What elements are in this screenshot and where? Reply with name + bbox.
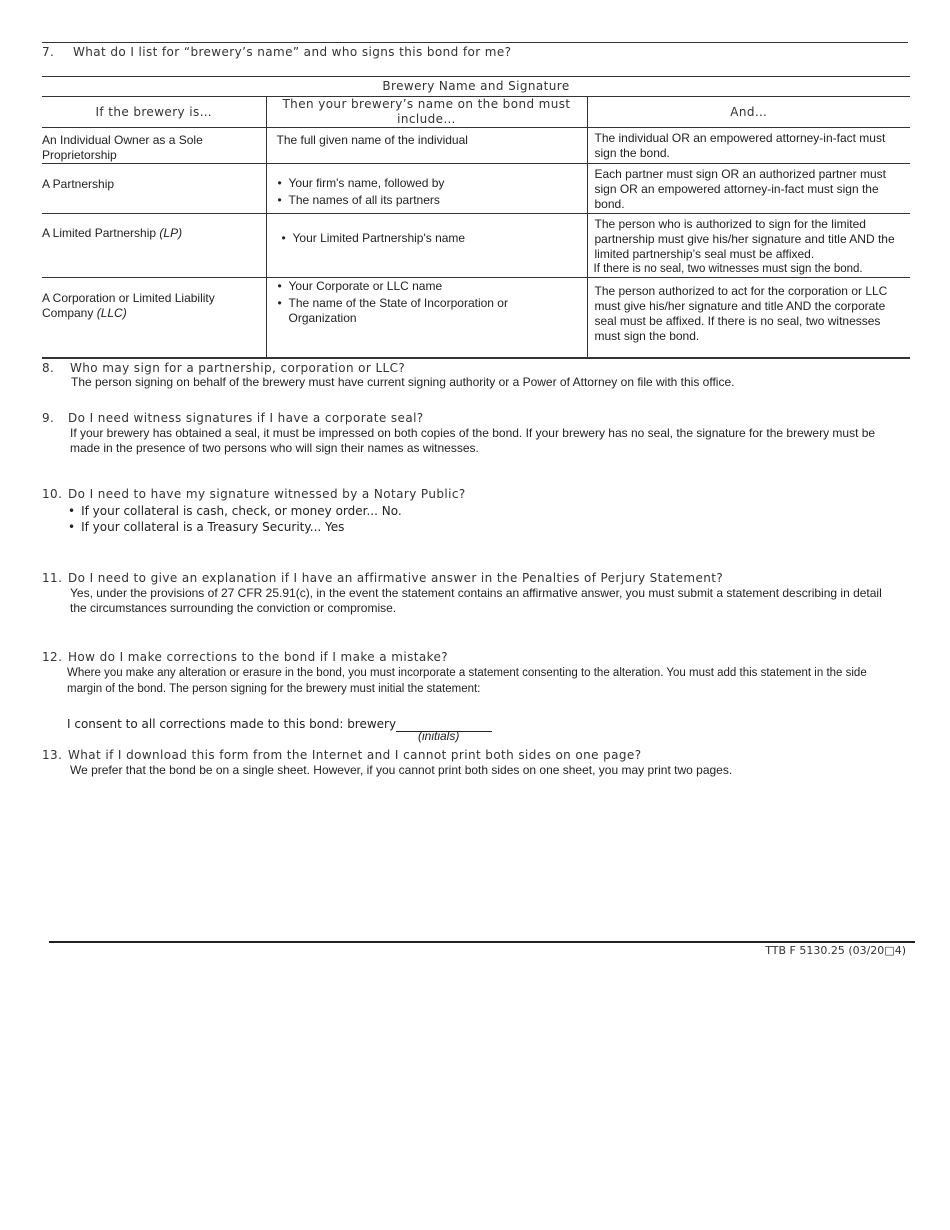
question-text: What do I list for “brewery’s name” and who signs this bond for me? [73, 45, 512, 59]
form-identifier: TTB F 5130.25 (03/20□4) [765, 944, 906, 957]
bond-name-list [277, 176, 577, 208]
column-header: And… [587, 97, 910, 128]
bond-name-list [281, 231, 577, 246]
table-row [42, 128, 910, 164]
question-13: 13. What if I download this form from the Internet and I cannot print both sides on one page? [42, 748, 642, 762]
brewery-type-cell: A Limited Partnership (LP) [42, 214, 266, 278]
bond-name-cell [266, 214, 587, 278]
list-item: • If your collateral is a Treasury Security... Yes [68, 519, 402, 535]
table-row [42, 278, 910, 358]
column-header: If the brewery is… [42, 97, 266, 128]
question-11: 11. Do I need to give an explanation if I have an affirmative answer in the Penalties of Perjury Statement? [42, 571, 724, 585]
column-header: Then your brewery’s name on the bond must include… [266, 97, 587, 128]
table-row [42, 164, 910, 214]
signature-requirement-cell: Each partner must sign OR an authorized partner must sign OR an empowered attorney-in-fact must sign the bond. [587, 164, 910, 214]
list-item: • If your collateral is cash, check, or money order... No. [68, 503, 402, 519]
table-top-rule [42, 76, 910, 77]
question-10: 10. Do I need to have my signature witnessed by a Notary Public? [42, 487, 466, 501]
table-row [42, 214, 910, 278]
bond-name-cell [266, 278, 587, 358]
bond-name-list [277, 279, 577, 326]
list-item: • The names of all its partners [277, 193, 577, 208]
brewery-type-cell: A Corporation or Limited Liability Company (LLC) [42, 278, 266, 358]
brewery-name-signature-table [42, 96, 910, 359]
question-12: 12. How do I make corrections to the bond if I make a mistake? [42, 650, 449, 664]
bond-name-cell [266, 164, 587, 214]
table-title: Brewery Name and Signature [382, 79, 570, 93]
footer-rule [49, 941, 915, 943]
brewery-type-cell: An Individual Owner as a Sole Proprietorship [42, 128, 266, 164]
table-header-row [42, 97, 910, 128]
signature-requirement-cell: The person who is authorized to sign for the limited partnership must give his/her signature and title AND the limited partnership’s seal must be affixed. If there is no seal, two witnesses must sign the bond. [587, 214, 910, 278]
question-number: 7. [42, 45, 55, 59]
answer-11: Yes, under the provisions of 27 CFR 25.91(c), in the event the statement contains an affirmative answer, you must submit a statement describing in detail the circumstances surrounding the conviction or compromise. [70, 586, 882, 615]
list-item: • The name of the State of Incorporation or Organization [277, 296, 577, 326]
answer-12: Where you make any alteration or erasure in the bond, you must incorporate a statement consenting to the alteration. You must add this statement in the side margin of the bond. The person signing for the brewery must initial the statement: [67, 667, 867, 695]
question-7 [42, 45, 511, 59]
answer-9: If your brewery has obtained a seal, it must be impressed on both copies of the bond. If your brewery has no seal, the signature for the brewery must be made in the presence of two persons who will sign their names as witnesses. [70, 426, 876, 455]
question-9: 9. Do I need witness signatures if I have a corporate seal? [42, 411, 424, 425]
signature-requirement-cell: The individual OR an empowered attorney-in-fact must sign the bond. [587, 128, 910, 164]
list-item: • Your Corporate or LLC name [277, 279, 577, 294]
consent-statement: I consent to all corrections made to this bond: brewery [67, 717, 397, 731]
list-item: • Your firm's name, followed by [277, 176, 577, 191]
brewery-type-cell: A Partnership [42, 164, 266, 214]
signature-requirement-cell: The person authorized to act for the corporation or LLC must give his/her signature and title AND the corporate seal must be affixed. If there is no seal, two witnesses must sign the bond. [587, 278, 910, 358]
initials-label: (initials) [418, 729, 460, 743]
bond-name-cell: The full given name of the individual [266, 128, 587, 164]
question-8: 8. Who may sign for a partnership, corporation or LLC? [42, 361, 406, 375]
answer-8: The person signing on behalf of the brewery must have current signing authority or a Power of Attorney on file with this office. [71, 375, 735, 389]
answer-13: We prefer that the bond be on a single sheet. However, if you cannot print both sides on one sheet, you may print two pages. [70, 763, 733, 777]
list-item: • Your Limited Partnership's name [281, 231, 577, 246]
top-rule [42, 42, 908, 43]
answer-10-list [68, 503, 402, 535]
